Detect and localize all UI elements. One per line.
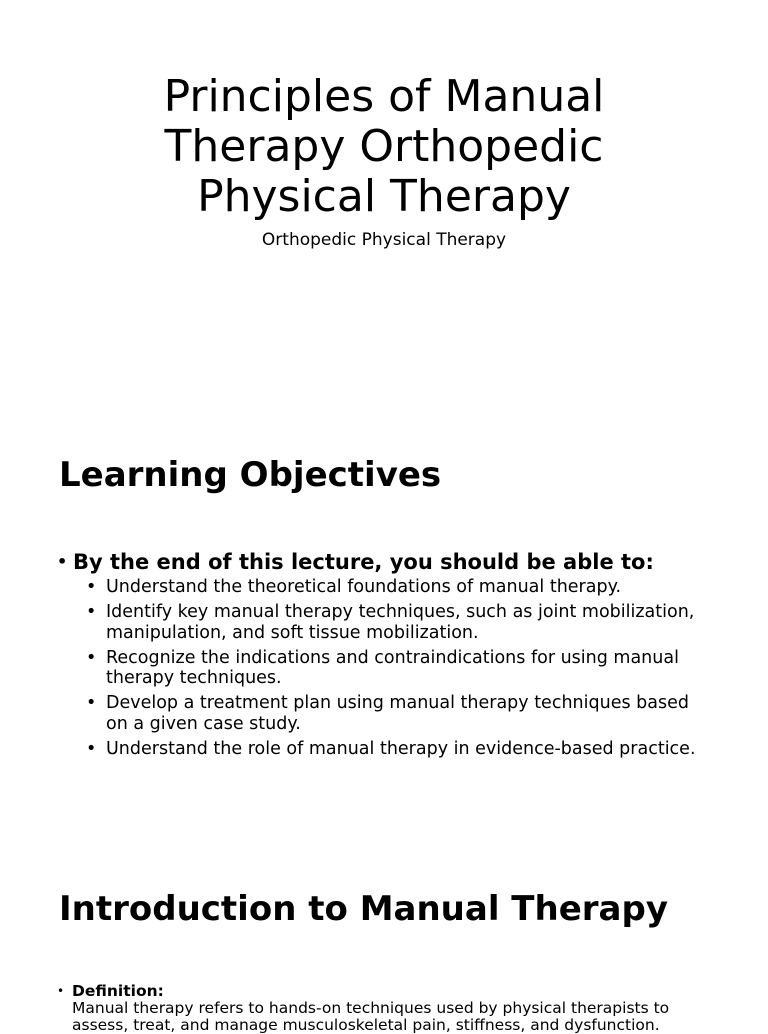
bullet-icon: • xyxy=(86,647,97,668)
introduction-slide xyxy=(0,840,768,1034)
definition-text: Manual therapy refers to hands-on techniques used by physical therapists to assess, treat, and manage musculoskeletal pain, stiffness, and dysfunction. xyxy=(72,999,670,1034)
bullet-icon: • xyxy=(86,577,97,597)
objective-text: Develop a treatment plan using manual therapy techniques based on a given case study. xyxy=(106,693,689,734)
list-item xyxy=(86,739,706,760)
bullet-icon: • xyxy=(86,602,97,622)
slide-heading: Introduction to Manual Therapy xyxy=(59,889,668,929)
list-item xyxy=(86,577,706,598)
bullet-icon: • xyxy=(86,693,97,713)
objective-text: Recognize the indications and contraindications for using manual therapy techniques. xyxy=(106,647,679,688)
learning-objectives-slide xyxy=(0,400,768,840)
bullet-icon: • xyxy=(57,984,65,998)
objectives-list xyxy=(86,577,706,764)
objectives-lead-item xyxy=(57,549,654,575)
slide-heading: Learning Objectives xyxy=(59,455,442,495)
objective-text: Understand the role of manual therapy in evidence-based practice. xyxy=(106,738,696,759)
bullet-icon: • xyxy=(86,738,97,759)
presentation-subtitle: Orthopedic Physical Therapy xyxy=(261,230,507,250)
title-slide xyxy=(0,0,768,400)
definition-label: Definition: xyxy=(72,982,164,1000)
definition-item xyxy=(57,983,707,1034)
presentation-title: Principles of Manual Therapy Orthopedic Physical Therapy xyxy=(163,71,605,222)
list-item xyxy=(86,693,706,734)
list-item xyxy=(86,602,706,643)
objectives-lead-text: By the end of this lecture, you should be able to: xyxy=(73,550,654,574)
list-item xyxy=(86,648,706,689)
bullet-icon: • xyxy=(57,552,68,571)
objective-text: Identify key manual therapy techniques, such as joint mobilization, manipulation, and soft tissue mobilization. xyxy=(106,602,695,643)
objective-text: Understand the theoretical foundations of manual therapy. xyxy=(106,577,622,597)
